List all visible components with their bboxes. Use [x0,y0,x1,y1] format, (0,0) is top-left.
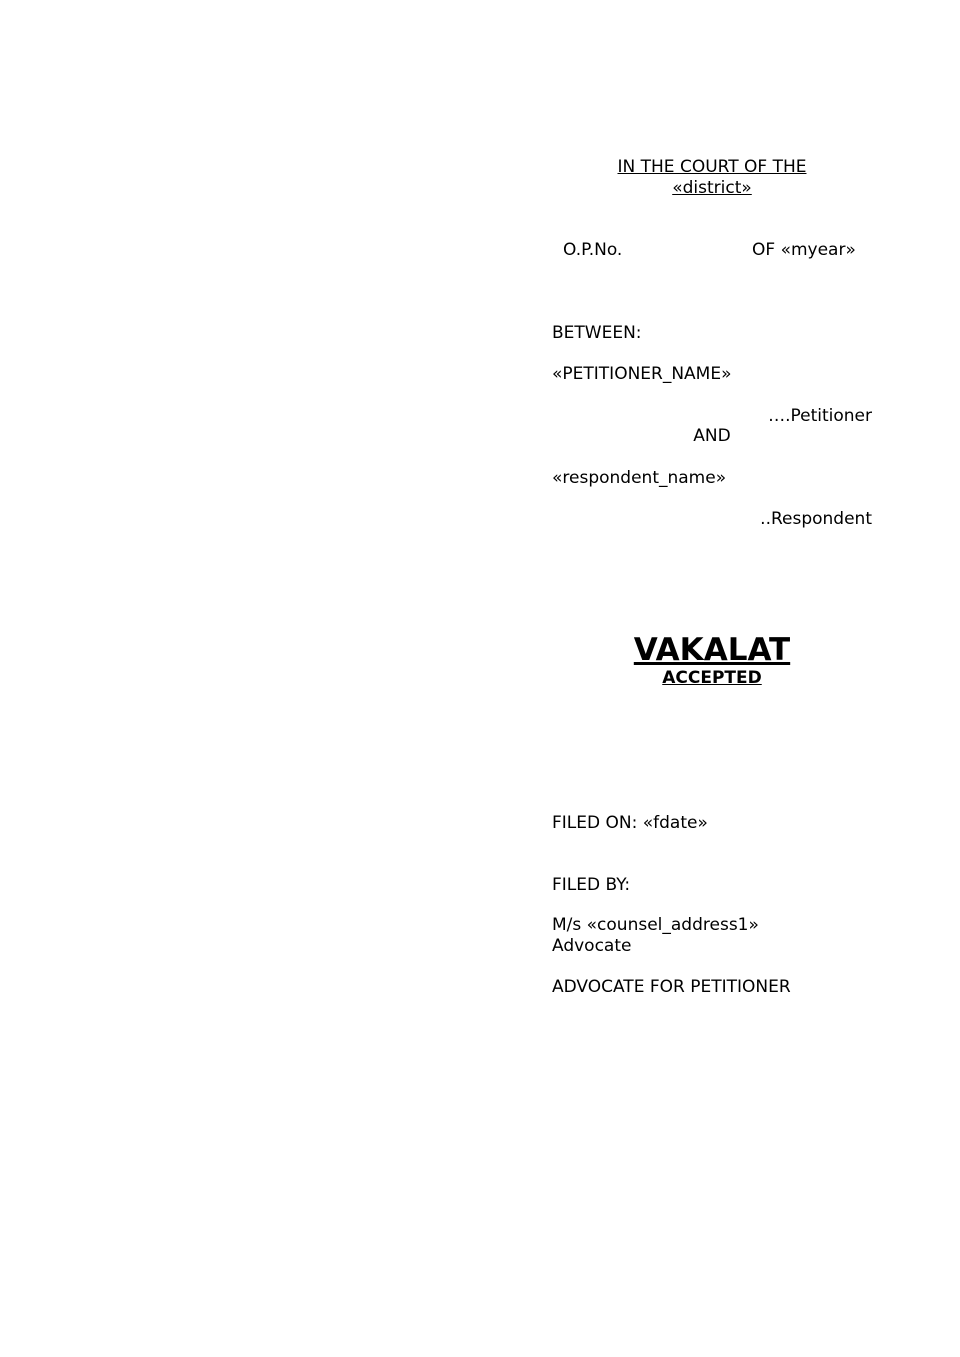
petitioner-name: «PETITIONER_NAME» [552,364,732,384]
court-heading-district: «district» [672,178,752,198]
filed-on-date: FILED ON: «fdate» [552,813,708,833]
and-separator: AND [693,426,731,446]
advocate-for-petitioner: ADVOCATE FOR PETITIONER [552,977,791,997]
respondent-name: «respondent_name» [552,468,727,488]
advocate-label: Advocate [552,936,632,956]
petitioner-label: ….Petitioner [768,406,872,426]
court-heading-line1: IN THE COURT OF THE [617,157,807,177]
case-year: OF «myear» [752,240,856,260]
document-title: VAKALAT [633,632,791,668]
filed-by-label: FILED BY: [552,875,631,895]
counsel-name: M/s «counsel_address1» [552,915,759,935]
op-number-label: O.P.No. [563,240,623,260]
between-label: BETWEEN: [552,323,642,343]
document-subtitle: ACCEPTED [662,668,762,688]
respondent-label: ..Respondent [760,509,872,529]
